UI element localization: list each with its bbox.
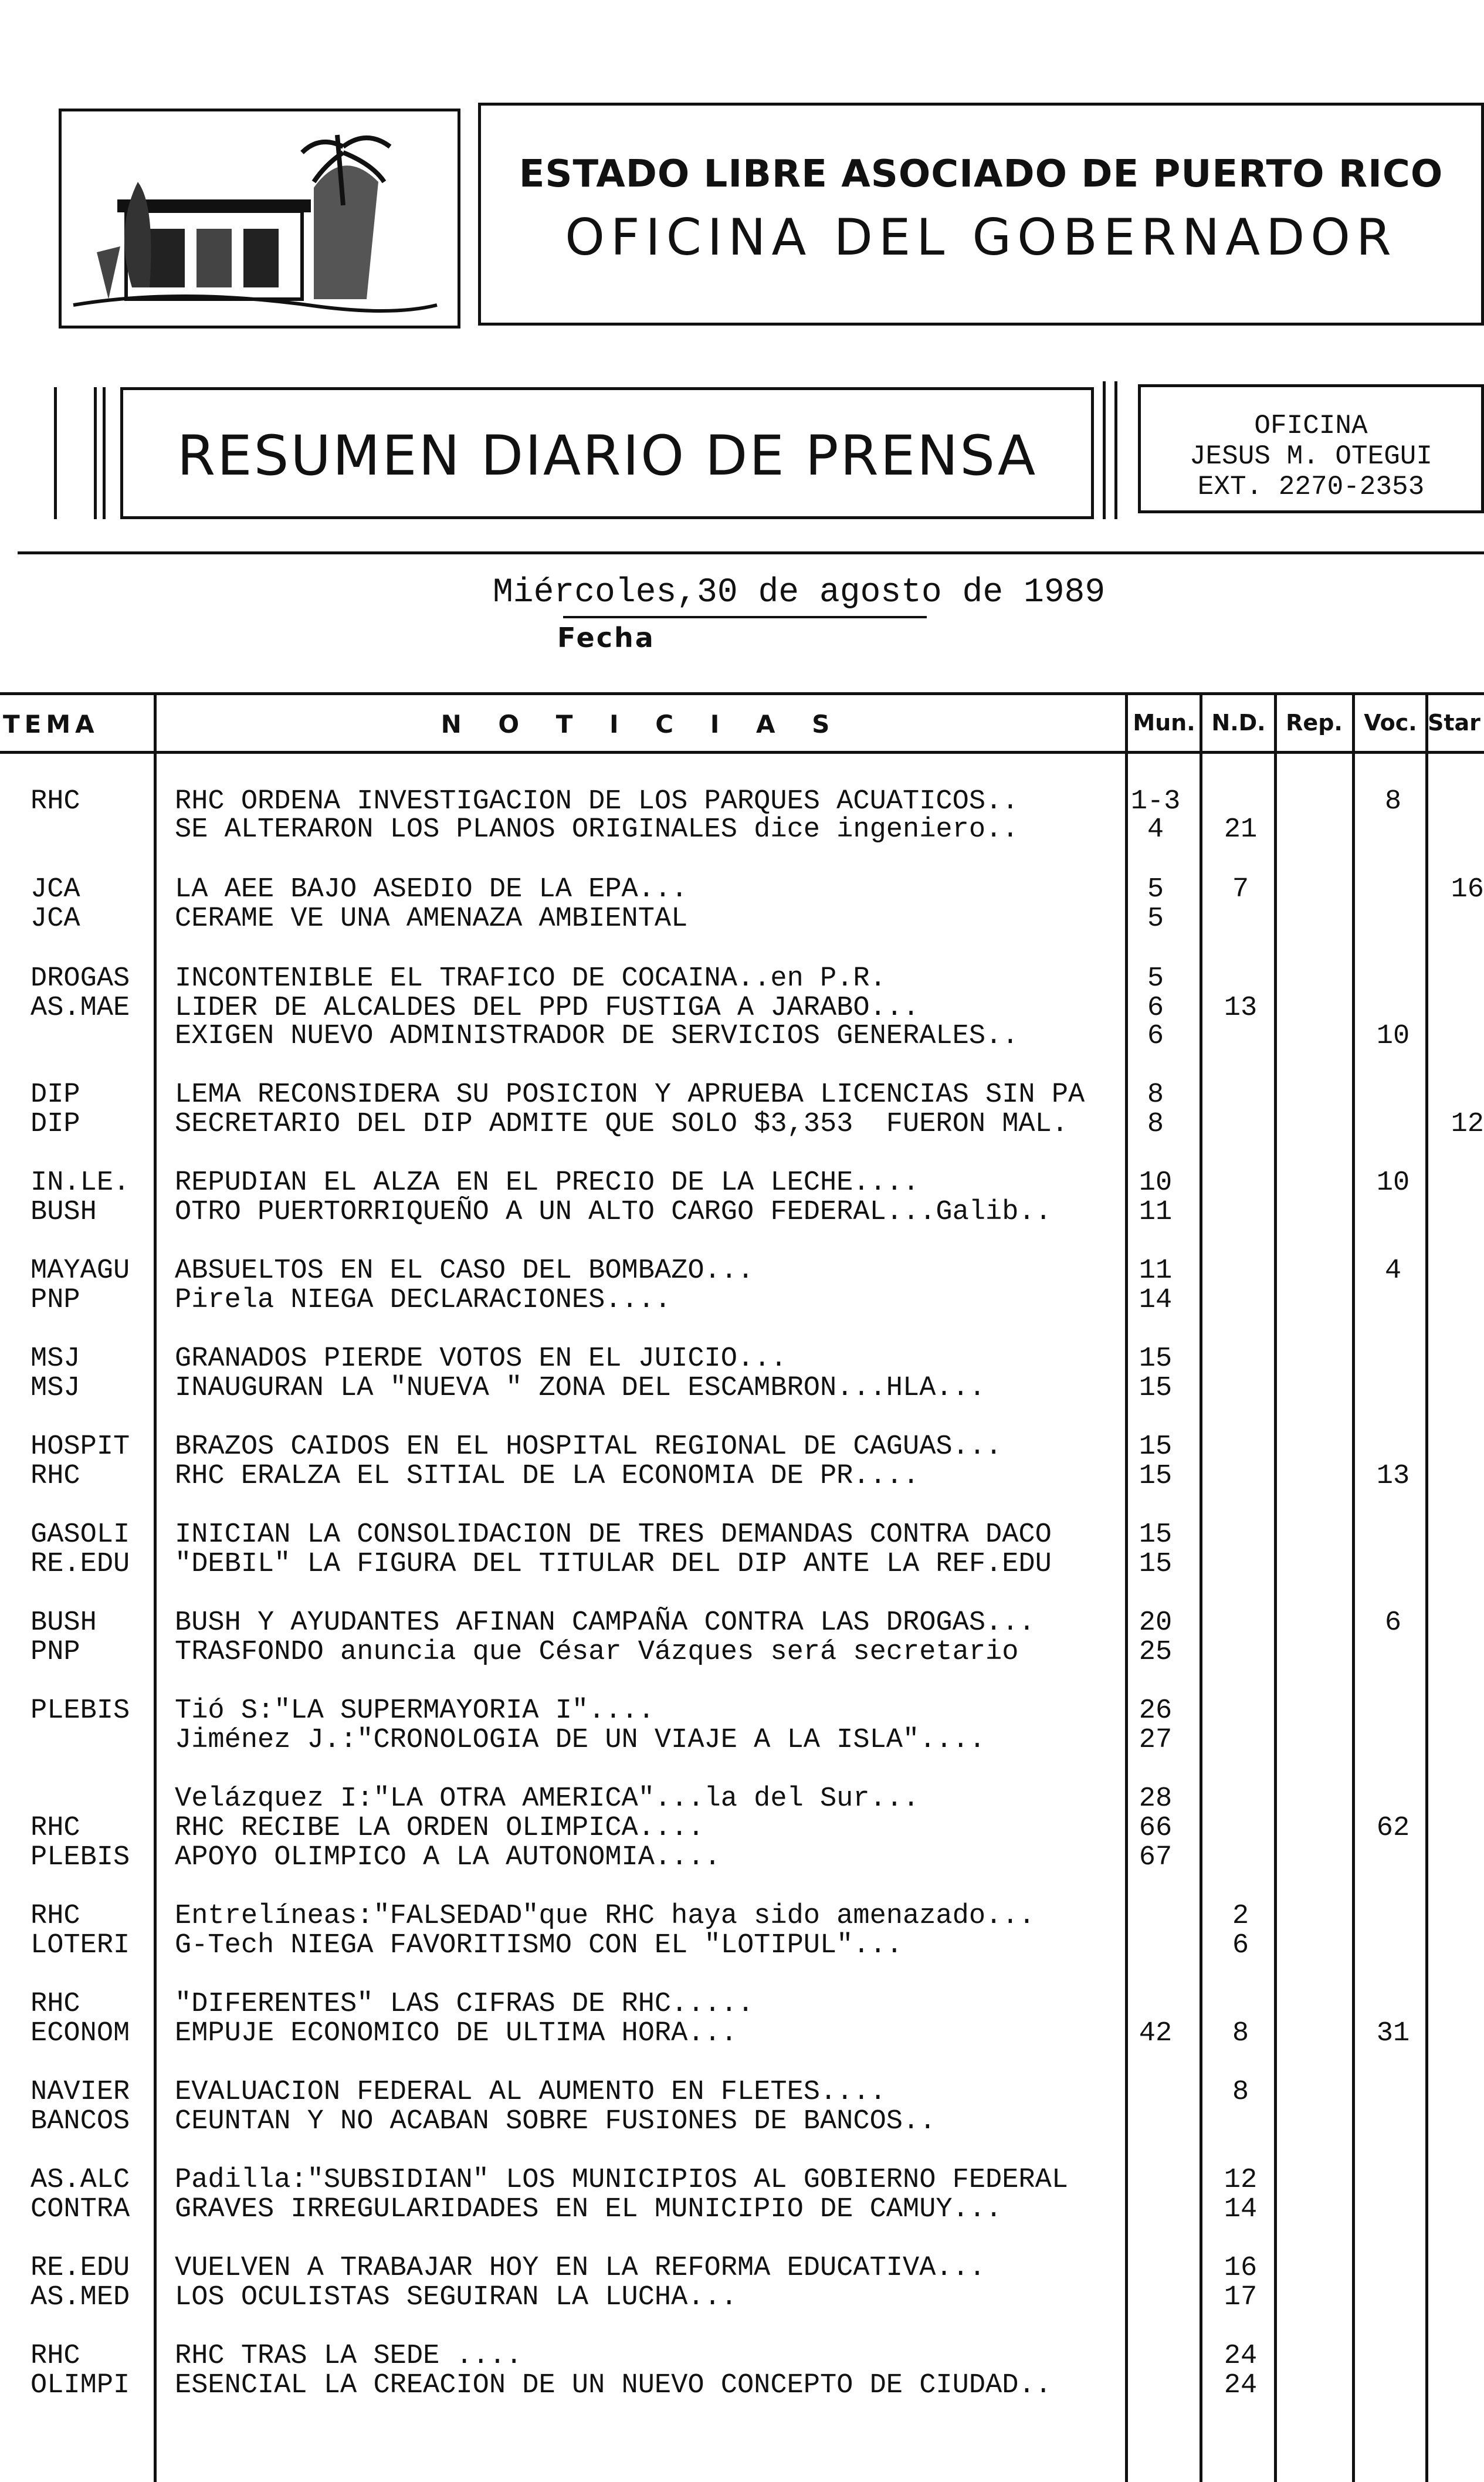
headline-cell: Padilla:"SUBSIDIAN" LOS MUNICIPIOS AL GOBIERNO FEDERAL [175,2165,1069,2196]
nd-page-cell: 21 [1224,814,1258,845]
table-row [0,874,1484,906]
column-header-noticias: N O T I C I A S [441,710,844,739]
headline-cell: Entrelíneas:"FALSEDAD"que RHC haya sido amenazado... [175,1901,1035,1932]
table-row [0,1695,1484,1727]
nd-page-cell: 14 [1224,2194,1258,2225]
mun-page-cell: 6 [1147,1021,1164,1052]
column-header-mun: Mun. [1133,710,1195,736]
office-label: OFICINA [1254,411,1368,441]
table-row [0,1021,1484,1052]
table-row [0,1637,1484,1668]
headline-cell: APOYO OLIMPICO A LA AUTONOMIA.... [175,1842,721,1873]
column-header-nd: N.D. [1211,710,1266,736]
table-row [0,1842,1484,1874]
topic-cell: BANCOS [31,2106,130,2137]
nd-page-cell: 13 [1224,993,1258,1024]
table-row [0,1783,1484,1815]
headline-cell: INICIAN LA CONSOLIDACION DE TRES DEMANDAS CONTRA DACO [175,1519,1052,1550]
office-person: JESUS M. OTEGUI [1189,441,1433,472]
table-row [0,1167,1484,1199]
topic-cell: RHC [31,1461,80,1492]
topic-cell: MAYAGU [31,1255,130,1286]
mun-page-cell: 15 [1139,1519,1173,1550]
table-row [0,2077,1484,2108]
topic-cell: RHC [31,786,80,817]
mun-page-cell: 14 [1139,1285,1173,1316]
column-header-star: Star [1428,710,1480,736]
headline-cell: LEMA RECONSIDERA SU POSICION Y APRUEBA LICENCIAS SIN PA [175,1079,1085,1110]
headline-cell: BUSH Y AYUDANTES AFINAN CAMPAÑA CONTRA LAS DROGAS... [175,1607,1035,1638]
headline-cell: G-Tech NIEGA FAVORITISMO CON EL "LOTIPUL"... [175,1930,903,1961]
table-row [0,1549,1484,1580]
topic-cell: RE.EDU [31,1549,130,1580]
voc-page-cell: 62 [1376,1813,1410,1844]
table-row [0,1079,1484,1111]
headline-cell: Tió S:"LA SUPERMAYORIA I".... [175,1695,655,1726]
voc-page-cell: 31 [1376,2018,1410,2049]
headline-cell: CEUNTAN Y NO ACABAN SOBRE FUSIONES DE BANCOS.. [175,2106,936,2137]
headline-cell: RHC RECIBE LA ORDEN OLIMPICA.... [175,1813,704,1844]
mun-page-cell: 11 [1139,1255,1173,1286]
headline-cell: BRAZOS CAIDOS EN EL HOSPITAL REGIONAL DE CAGUAS... [175,1431,1002,1462]
table-row [0,814,1484,846]
mun-page-cell: 8 [1147,1079,1164,1110]
decorative-bar [54,387,57,519]
topic-cell: IN.LE. [31,1167,130,1198]
table-row [0,1197,1484,1228]
table-row [0,786,1484,818]
mun-page-cell: 10 [1139,1167,1173,1198]
mun-page-cell: 4 [1147,814,1164,845]
topic-cell: RE.EDU [31,2253,130,2284]
table-row [0,2282,1484,2314]
topic-cell: BUSH [31,1607,97,1638]
topic-cell: OLIMPI [31,2370,130,2401]
headline-cell: SE ALTERARON LOS PLANOS ORIGINALES dice ingeniero.. [175,814,1019,845]
table-header-rule [0,751,1484,754]
headline-cell: ESENCIAL LA CREACION DE UN NUEVO CONCEPTO DE CIUDAD.. [175,2370,1052,2401]
headline-cell: VUELVEN A TRABAJAR HOY EN LA REFORMA EDUCATIVA... [175,2253,986,2284]
topic-cell: CONTRA [31,2194,130,2225]
mun-page-cell: 25 [1139,1637,1173,1668]
voc-page-cell: 10 [1376,1167,1410,1198]
headline-cell: RHC ORDENA INVESTIGACION DE LOS PARQUES ACUATICOS.. [175,786,1019,817]
nd-page-cell: 17 [1224,2282,1258,2313]
nd-page-cell: 8 [1232,2077,1249,2108]
topic-cell: RHC [31,2341,80,2372]
mun-page-cell: 6 [1147,993,1164,1024]
report-title: RESUMEN DIARIO DE PRENSA [177,424,1038,488]
table-top-rule [0,692,1484,695]
table-row [0,903,1484,935]
seal-image-box [59,109,460,329]
mun-page-cell: 15 [1139,1461,1173,1492]
topic-cell: RHC [31,1813,80,1844]
topic-cell: DIP [31,1109,80,1140]
headline-cell: OTRO PUERTORRIQUEÑO A UN ALTO CARGO FEDERAL...Galib.. [175,1197,1052,1228]
mun-page-cell: 27 [1139,1725,1173,1756]
nd-page-cell: 16 [1224,2253,1258,2284]
table-row [0,1431,1484,1463]
table-row [0,1519,1484,1551]
palace-illustration [62,111,458,326]
headline-cell: "DEBIL" LA FIGURA DEL TITULAR DEL DIP ANTE LA REF.EDU [175,1549,1052,1580]
headline-cell: TRASFONDO anuncia que César Vázques será secretario [175,1637,1019,1668]
table-row [0,2253,1484,2284]
topic-cell: DROGAS [31,963,130,994]
table-row [0,1930,1484,1962]
headline-cell: CERAME VE UNA AMENAZA AMBIENTAL [175,903,688,934]
topic-cell: LOTERI [31,1930,130,1961]
table-row [0,2370,1484,2402]
headline-cell: EXIGEN NUEVO ADMINISTRADOR DE SERVICIOS GENERALES.. [175,1021,1019,1052]
mun-page-cell: 15 [1139,1431,1173,1462]
table-row [0,1285,1484,1316]
headline-cell: LIDER DE ALCALDES DEL PPD FUSTIGA A JARABO... [175,993,920,1024]
table-row [0,1989,1484,2020]
headline-cell: Jiménez J.:"CRONOLOGIA DE UN VIAJE A LA ISLA".... [175,1725,986,1756]
mun-page-cell: 11 [1139,1197,1173,1228]
mun-page-cell: 8 [1147,1109,1164,1140]
mun-page-cell: 5 [1147,903,1164,934]
topic-cell: BUSH [31,1197,97,1228]
mun-page-cell: 5 [1147,874,1164,905]
mun-page-cell: 15 [1139,1373,1173,1404]
topic-cell: MSJ [31,1343,80,1374]
headline-cell: ABSUELTOS EN EL CASO DEL BOMBAZO... [175,1255,754,1286]
voc-page-cell: 4 [1384,1255,1402,1286]
table-row [0,2106,1484,2138]
date-underline [563,616,927,618]
nd-page-cell: 7 [1232,874,1249,905]
table-row [0,1255,1484,1287]
mun-page-cell: 1-3 [1130,786,1181,817]
topic-cell: MSJ [31,1373,80,1404]
table-row [0,1901,1484,1932]
table-row [0,2194,1484,2226]
headline-cell: INCONTENIBLE EL TRAFICO DE COCAINA..en P.R. [175,963,886,994]
topic-cell: HOSPIT [31,1431,130,1462]
table-row [0,1607,1484,1639]
headline-cell: GRANADOS PIERDE VOTOS EN EL JUICIO... [175,1343,787,1374]
mun-page-cell: 66 [1139,1813,1173,1844]
table-row [0,1461,1484,1492]
divider [18,551,1484,554]
decorative-bar [1103,381,1106,519]
nd-page-cell: 24 [1224,2341,1258,2372]
topic-cell: GASOLI [31,1519,130,1550]
table-row [0,2018,1484,2050]
decorative-bar [103,387,106,519]
nd-page-cell: 2 [1232,1901,1249,1932]
table-row [0,2165,1484,2196]
nd-page-cell: 12 [1224,2165,1258,2196]
mun-page-cell: 42 [1139,2018,1173,2049]
star-page-cell: 12 [1451,1109,1484,1140]
topic-cell: NAVIER [31,2077,130,2108]
office-name: OFICINA DEL GOBERNADOR [565,208,1397,267]
topic-cell: PLEBIS [31,1842,130,1873]
topic-cell: PNP [31,1285,80,1316]
column-header-rep: Rep. [1286,710,1343,736]
mun-page-cell: 5 [1147,963,1164,994]
headline-cell: LA AEE BAJO ASEDIO DE LA EPA... [175,874,688,905]
mun-page-cell: 15 [1139,1549,1173,1580]
topic-cell: ECONOM [31,2018,130,2049]
mun-page-cell: 67 [1139,1842,1173,1873]
headline-cell: REPUDIAN EL ALZA EN EL PRECIO DE LA LECHE.... [175,1167,920,1198]
table-row [0,993,1484,1024]
headline-cell: SECRETARIO DEL DIP ADMITE QUE SOLO $3,353 FUERON MAL. [175,1109,1069,1140]
table-row [0,1813,1484,1844]
mun-page-cell: 28 [1139,1783,1173,1814]
headline-cell: Pirela NIEGA DECLARACIONES.... [175,1285,672,1316]
headline-cell: EVALUACION FEDERAL AL AUMENTO EN FLETES.... [175,2077,886,2108]
table-row [0,963,1484,995]
table-row [0,2341,1484,2372]
mun-page-cell: 20 [1139,1607,1173,1638]
headline-cell: LOS OCULISTAS SEGUIRAN LA LUCHA... [175,2282,737,2313]
report-title-box [120,387,1094,519]
column-header-tema: TEMA [3,710,99,739]
voc-page-cell: 6 [1384,1607,1402,1638]
voc-page-cell: 8 [1384,786,1402,817]
table-row [0,1343,1484,1375]
topic-cell: AS.ALC [31,2165,130,2196]
topic-cell: DIP [31,1079,80,1110]
headline-cell: INAUGURAN LA "NUEVA " ZONA DEL ESCAMBRON...HLA... [175,1373,986,1404]
table-row [0,1373,1484,1404]
headline-cell: GRAVES IRREGULARIDADES EN EL MUNICIPIO DE CAMUY... [175,2194,1002,2225]
headline-cell: Velázquez I:"LA OTRA AMERICA"...la del Sur... [175,1783,920,1814]
topic-cell: RHC [31,1901,80,1932]
voc-page-cell: 10 [1376,1021,1410,1052]
topic-cell: RHC [31,1989,80,2020]
topic-cell: PNP [31,1637,80,1668]
column-header-voc: Voc. [1364,710,1417,736]
agency-name: ESTADO LIBRE ASOCIADO DE PUERTO RICO [519,153,1444,196]
topic-cell: JCA [31,874,80,905]
date-label: Fecha [557,622,655,653]
topic-cell: PLEBIS [31,1695,130,1726]
agency-header [478,103,1484,326]
table-row [0,1109,1484,1140]
mun-page-cell: 26 [1139,1695,1173,1726]
topic-cell: AS.MED [31,2282,130,2313]
headline-cell: RHC ERALZA EL SITIAL DE LA ECONOMIA DE PR.... [175,1461,920,1492]
topic-cell: AS.MAE [31,993,130,1024]
office-contact-box [1138,384,1484,513]
report-date: Miércoles,30 de agosto de 1989 [493,574,1106,612]
table-row [0,1725,1484,1756]
headline-cell: RHC TRAS LA SEDE .... [175,2341,523,2372]
nd-page-cell: 24 [1224,2370,1258,2401]
decorative-bar [94,387,97,519]
mun-page-cell: 15 [1139,1343,1173,1374]
decorative-bar [1114,381,1117,519]
headline-cell: EMPUJE ECONOMICO DE ULTIMA HORA... [175,2018,737,2049]
office-extension: EXT. 2270-2353 [1197,472,1425,502]
headline-cell: "DIFERENTES" LAS CIFRAS DE RHC..... [175,1989,754,2020]
star-page-cell: 16 [1451,874,1484,905]
topic-cell: JCA [31,903,80,934]
nd-page-cell: 8 [1232,2018,1249,2049]
voc-page-cell: 13 [1376,1461,1410,1492]
nd-page-cell: 6 [1232,1930,1249,1961]
